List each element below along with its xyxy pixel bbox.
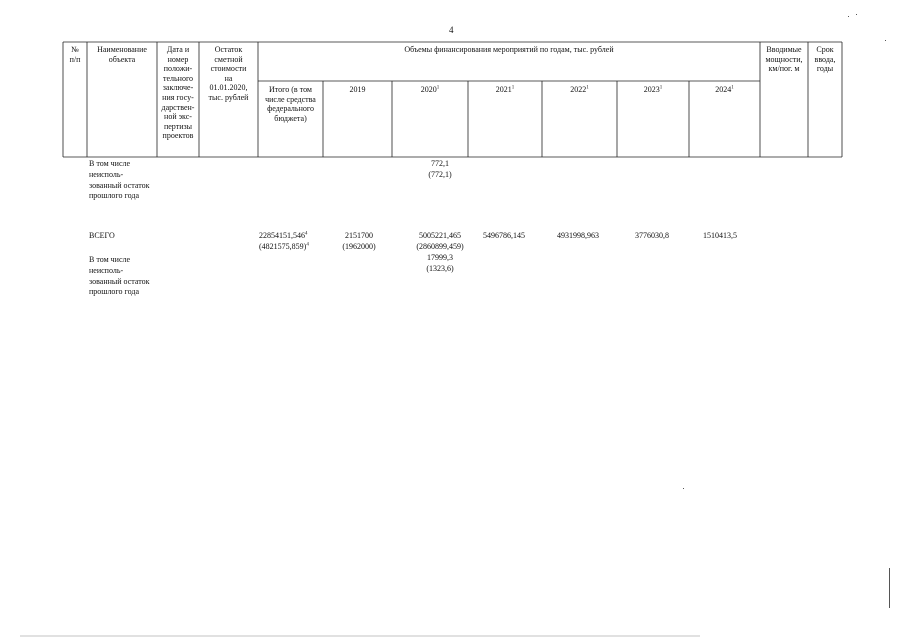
header-year-2023: 2023$^1$ <box>643 85 663 94</box>
header-num: № п/п <box>69 45 81 64</box>
header-expertise-date: Дата и номер положи- тельного заключе- ния госу- дарствен- ной экс- пертизы проектов <box>161 45 195 141</box>
scan-speck <box>885 40 886 41</box>
page-number: 4 <box>449 25 454 35</box>
scan-speck <box>848 16 849 17</box>
row-unused-balance-label: В том числе неисполь- зованный остаток прошлого года <box>89 159 150 201</box>
header-year-2022: 2022$^1$ <box>570 85 589 94</box>
header-object-name: Наименование объекта <box>97 45 147 64</box>
row-total-2022: 4931998,963 <box>557 231 599 240</box>
scan-edge-mark <box>889 568 890 608</box>
scan-speck <box>856 14 857 15</box>
header-cost-balance: Остаток сметной стоимости на 01.01.2020, тыс. рублей <box>208 45 249 102</box>
header-year-2019: 2019 <box>349 85 366 94</box>
row-total-2024: 1510413,5 <box>703 231 737 240</box>
header-year-2020: 2020$^1$ <box>420 85 440 94</box>
header-term: Срок ввода, годы <box>814 45 836 74</box>
row-unused-balance-2-label: В том числе неисполь- зованный остаток прошлого года <box>89 255 150 297</box>
row-total-label: ВСЕГО <box>89 231 115 240</box>
row-total-2019: 2151700 (1962000) <box>342 231 376 251</box>
scan-speck <box>683 488 684 489</box>
header-year-2021: 2021$^1$ <box>495 85 515 94</box>
header-funding-volumes: Объемы финансирования мероприятий по годам, тыс. рублей <box>404 45 614 54</box>
row-total-2021: 5496786,145 <box>483 231 525 240</box>
row-total-2023: 3776030,8 <box>635 231 669 240</box>
header-total: Итого (в том числе средства федерального бюджета) <box>265 85 316 123</box>
row-total-sum: 22854151,546$^4$ $(4821575,859)^4$ <box>259 231 309 251</box>
row-unused-balance-2-2020: 17999,3 (1323,6) <box>426 253 454 273</box>
header-year-2024: 2024$^1$ <box>715 85 734 94</box>
row-unused-balance-2020: 772,1 (772,1) <box>428 159 452 179</box>
row-total-2020: 5005221,465 (2860899,459) <box>416 231 464 251</box>
header-capacity: Вводимые мощности, км/пог. м <box>765 45 803 74</box>
